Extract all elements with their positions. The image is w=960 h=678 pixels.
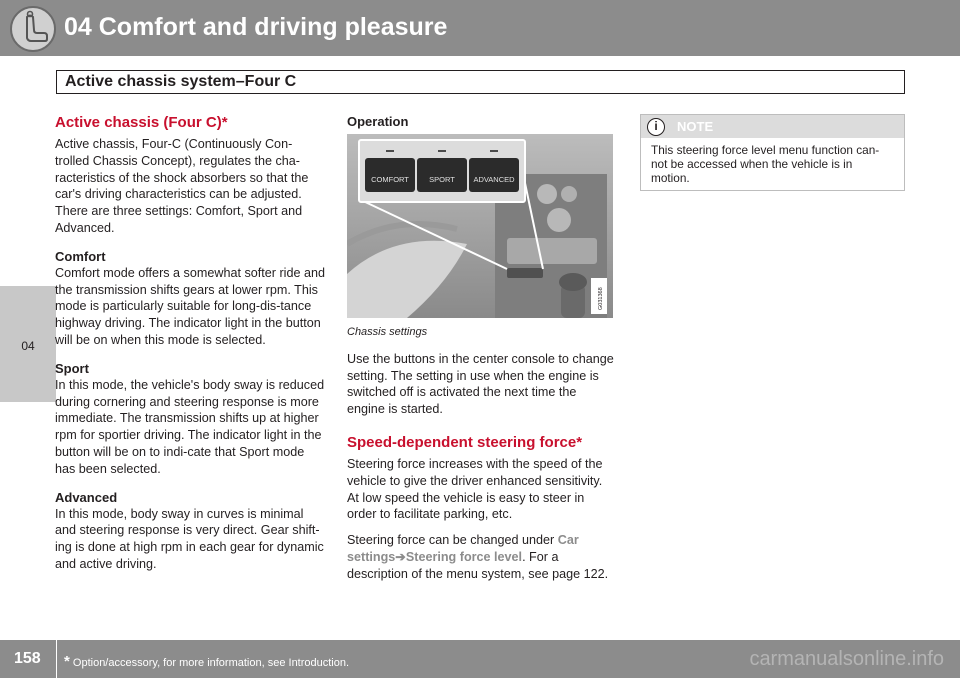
seat-icon	[10, 6, 56, 52]
info-icon: i	[647, 118, 665, 136]
footer-note-text: Option/accessory, for more information, see Introduction.	[69, 657, 350, 669]
menu-path-car-settings: Car settings	[347, 533, 579, 564]
page-footer	[0, 640, 960, 678]
menu-arrow-icon: ➔	[395, 549, 406, 564]
chassis-settings-image	[347, 134, 613, 318]
sport-heading: Sport	[55, 360, 89, 376]
operation-heading: Operation	[347, 114, 409, 129]
chapter-header	[0, 0, 960, 56]
steering-force-heading: Speed-dependent steering force*	[347, 433, 583, 451]
steering-change-post: . For a description of the menu system, see page 122.	[347, 549, 609, 581]
footer-note	[64, 653, 349, 670]
comfort-text: Comfort mode offers a somewhat softer ride and the transmission shifts gears at lower rpm. This mode is particularly suitable for long-dis-tance highway driving. The indicator light in the button will be on when this mode is selected.	[55, 265, 325, 347]
section-header	[56, 70, 905, 94]
footer-star: *	[64, 653, 70, 670]
steering-change-pre: Steering force can be changed under	[347, 533, 558, 548]
active-chassis-heading: Active chassis (Four C)*	[55, 114, 228, 131]
advanced-heading: Advanced	[55, 489, 118, 505]
svg-text:ADVANCED: ADVANCED	[473, 175, 515, 184]
operation-text: Use the buttons in the center console to change setting. The setting in use when the engine is switched off is activated the next time the engine is started.	[347, 351, 614, 417]
steering-change-text	[347, 532, 615, 582]
comfort-mode-button	[365, 158, 415, 192]
watermark: carmanualsonline.info	[749, 648, 944, 670]
active-chassis-intro: Active chassis, Four-C (Continuously Con-trolled Chassis Concept), regulates the cha-racteristics of the shock absorbers so that the car's driving characteristics can be adjusted. There are three settings: Comfort, Sport and Advanced.	[55, 137, 309, 235]
menu-path-steering-force-level: Steering force level	[405, 549, 523, 564]
footer-divider	[56, 640, 57, 678]
column-2	[347, 114, 615, 583]
svg-text:SPORT: SPORT	[429, 175, 455, 184]
svg-text:COMFORT: COMFORT	[371, 175, 409, 184]
note-box	[640, 114, 905, 191]
image-code: G031368	[598, 287, 604, 310]
sport-mode-button	[417, 158, 467, 192]
sport-text: In this mode, the vehicle's body sway is reduced during cornering and steering response is more immediate. The transmission shifts up at higher rpm for sportier driving. The indicator light in the button will be on to indi-cate that Sport mode has been selected.	[55, 377, 325, 476]
column-1	[55, 114, 325, 573]
section-title: Active chassis system–Four C	[65, 73, 297, 90]
chapter-number: 04	[21, 339, 35, 353]
chapter-title: 04 Comfort and driving pleasure	[64, 13, 448, 41]
comfort-heading: Comfort	[55, 248, 106, 264]
chapter-sidebar	[0, 56, 56, 640]
column-3	[640, 114, 905, 191]
advanced-text: In this mode, body sway in curves is minimal and steering response is very direct. Gear shift-ing is done at high rpm in each gear for dynamic and active driving.	[55, 506, 324, 571]
note-text: This steering force level menu function can-not be accessed when the vehicle is in motion.	[651, 143, 880, 185]
page-number: 158	[14, 650, 41, 667]
note-label: NOTE	[677, 119, 714, 134]
steering-force-text: Steering force increases with the speed of the vehicle to give the driver enhanced sensitivity. At low speed the vehicle is easy to steer in order to facilitate parking, etc.	[347, 456, 603, 522]
image-caption: Chassis settings	[347, 326, 428, 338]
advanced-mode-button	[469, 158, 519, 192]
